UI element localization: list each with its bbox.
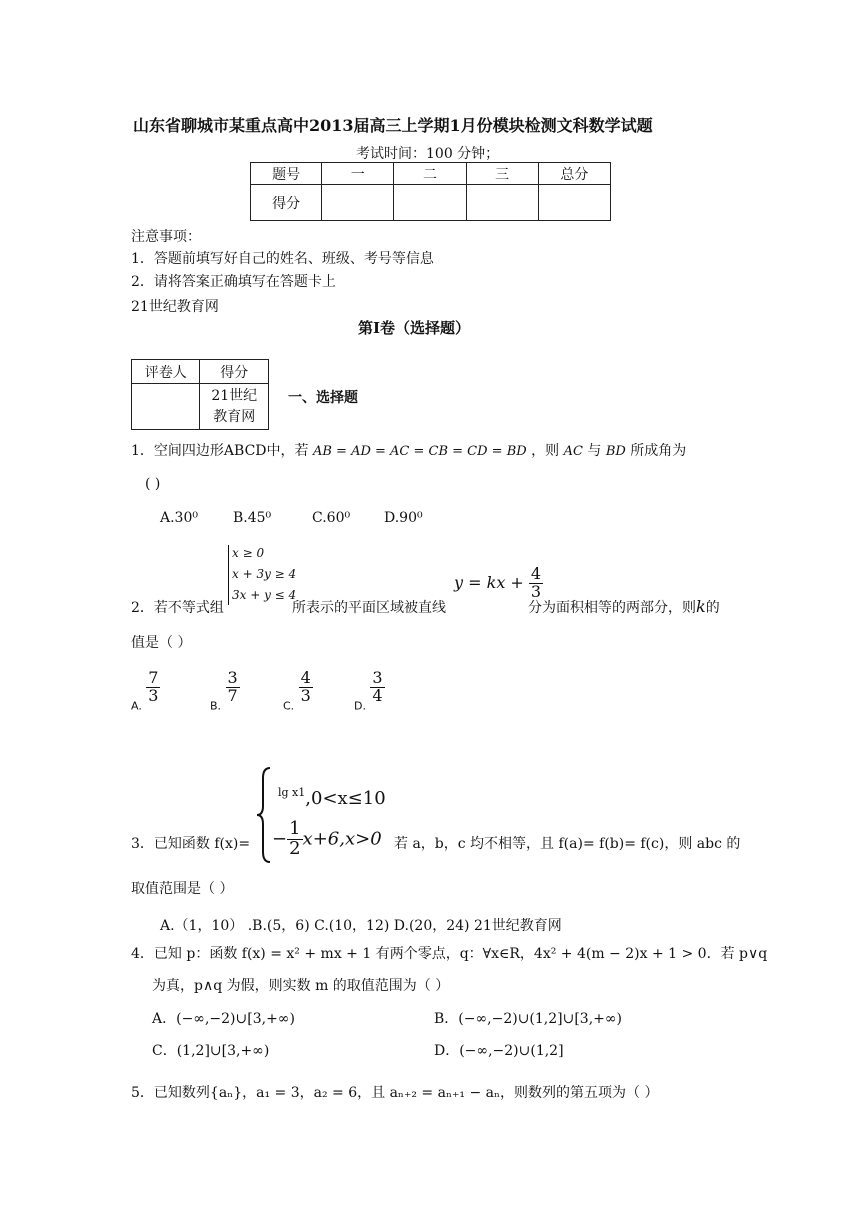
q2-option-a-frac bbox=[146, 670, 160, 705]
score-header-number: 题号 bbox=[251, 163, 322, 185]
q2-option-c-num: 4 bbox=[300, 668, 311, 687]
q1-expression: AB = AD = AC = CB = CD = BD bbox=[312, 444, 527, 459]
q2-tail-text: 分为面积相等的两部分，则 bbox=[528, 600, 696, 616]
q2-option-a bbox=[131, 670, 160, 712]
grader-cell-line2: 教育网 bbox=[213, 408, 256, 425]
q2-sys-1: x ≥ 0 bbox=[232, 546, 265, 560]
q2-option-d-den: 4 bbox=[372, 685, 383, 705]
q2-option-c-label: C. bbox=[283, 699, 295, 713]
q1-paren: ( ) bbox=[145, 476, 161, 492]
q2-option-a-num: 7 bbox=[148, 668, 159, 687]
grader-cell[interactable] bbox=[132, 384, 200, 430]
score-cell[interactable] bbox=[538, 185, 610, 221]
q3-brace bbox=[254, 766, 274, 864]
score-cell[interactable] bbox=[394, 185, 466, 221]
q2-sys-3: 3x + y ≤ 4 bbox=[232, 588, 297, 602]
q2-option-b-num: 3 bbox=[227, 668, 238, 687]
q2-option-b-den: 7 bbox=[227, 685, 238, 705]
q1-line1 bbox=[131, 440, 686, 460]
q2-line-frac bbox=[529, 566, 543, 601]
q2-option-a-den: 3 bbox=[148, 685, 159, 705]
q1-mid2: 与 bbox=[587, 443, 602, 459]
notes-item-1: 1．答题前填写好自己的姓名、班级、考号等信息 bbox=[131, 251, 434, 267]
q2-line-lhs: y = kx + bbox=[454, 572, 524, 592]
q3-piece2-den: 2 bbox=[289, 837, 301, 859]
q2-option-b-label: B. bbox=[210, 699, 222, 713]
q2-tail2: 的 bbox=[705, 600, 720, 616]
q3-piece2-frac bbox=[287, 820, 302, 859]
q3-piece1 bbox=[278, 786, 386, 809]
q3-options: A.（1，10） .B.(5，6) C.(10，12) D.(20，24) 21世纪教育网 bbox=[160, 918, 562, 934]
q4-option-d: D．(−∞,−2)∪(1,2] bbox=[434, 1043, 564, 1059]
q3-tail: 若 a，b，c 均不相等，且 f(a)= f(b)= f(c)，则 abc 的 bbox=[394, 836, 741, 852]
q2-mid: 所表示的平面区域被直线 bbox=[292, 600, 446, 616]
q1-tail: 所成角为 bbox=[630, 443, 687, 459]
q2-line-num: 4 bbox=[530, 564, 542, 583]
score-row-label: 得分 bbox=[251, 185, 322, 221]
q3-prefix: 3．已知函数 f(x)= bbox=[131, 836, 251, 852]
q1-option-b: B.45⁰ bbox=[233, 510, 272, 526]
q2-option-d-frac bbox=[370, 670, 384, 705]
q3-piece2-tail: x+6,x>0 bbox=[302, 828, 382, 850]
score-header-total: 总分 bbox=[538, 163, 610, 185]
score-table bbox=[250, 162, 611, 221]
part-title: 第Ⅰ卷（选择题） bbox=[358, 319, 471, 337]
score-header-2: 二 bbox=[394, 163, 466, 185]
document-title: 山东省聊城市某重点高中2013届高三上学期1月份模块检测文科数学试题 bbox=[133, 116, 653, 135]
q2-option-d-label: D. bbox=[354, 699, 366, 713]
q4-option-b: B．(−∞,−2)∪(1,2]∪[3,+∞) bbox=[434, 1011, 623, 1027]
section-title: 一、选择题 bbox=[288, 390, 358, 406]
q2-option-a-label: A. bbox=[131, 699, 142, 713]
q2-k: k bbox=[696, 597, 706, 616]
q2-option-b bbox=[210, 670, 240, 712]
q2-option-b-frac bbox=[226, 670, 240, 705]
q2-line-den: 3 bbox=[530, 581, 542, 601]
q1-option-c: C.60⁰ bbox=[312, 510, 351, 526]
q4-line2: 为真，p∧q 为假，则实数 m 的取值范围为（ ） bbox=[152, 978, 450, 994]
score-cell[interactable] bbox=[322, 185, 394, 221]
q2-brace bbox=[228, 545, 229, 605]
q1-ac: AC bbox=[563, 444, 583, 459]
q2-line-eq bbox=[454, 566, 543, 601]
q3-line2: 取值范围是（ ） bbox=[131, 881, 234, 897]
q2-option-c bbox=[283, 670, 313, 712]
q1-bd: BD bbox=[605, 444, 626, 459]
grader-table bbox=[131, 359, 269, 430]
q3-piece2 bbox=[272, 820, 382, 859]
q2-prefix: 2．若不等式组 bbox=[131, 600, 224, 616]
grader-label: 评卷人 bbox=[132, 360, 200, 384]
q3-piece2-num: 1 bbox=[289, 818, 301, 839]
score-header-1: 一 bbox=[322, 163, 394, 185]
score-header-3: 三 bbox=[466, 163, 538, 185]
notes-heading: 注意事项： bbox=[131, 229, 201, 245]
q4-option-c: C．(1,2]∪[3,+∞) bbox=[152, 1043, 270, 1059]
grader-cell-line1: 21世纪 bbox=[211, 387, 258, 404]
q3-piece1-fn: lg x1 bbox=[278, 786, 306, 799]
q1-option-d: D.90⁰ bbox=[384, 510, 423, 526]
q4-option-a: A．(−∞,−2)∪[3,+∞) bbox=[152, 1011, 295, 1027]
q5-text: 5．已知数列{aₙ}，a₁ = 3，a₂ = 6，且 aₙ₊₂ = aₙ₊₁ − aₙ，则数列的第五项为（ ） bbox=[131, 1085, 659, 1101]
exam-time: 考试时间：100 分钟； bbox=[356, 146, 500, 162]
q3-piece2-minus: − bbox=[272, 828, 288, 850]
q4-line1: 4．已知 p：函数 f(x) = x² + mx + 1 有两个零点，q：∀x∈R，4x² + 4(m − 2)x + 1 > 0．若 p∨q bbox=[131, 946, 768, 962]
q3-piece1-cond: ,0<x≤10 bbox=[305, 788, 386, 809]
notes-item-2: 2．请将答案正确填写在答题卡上 bbox=[131, 274, 336, 290]
grader-score-label: 得分 bbox=[200, 360, 269, 384]
watermark-text: 21世纪教育网 bbox=[131, 299, 219, 315]
q2-option-c-frac bbox=[299, 670, 313, 705]
q2-option-d-num: 3 bbox=[372, 668, 383, 687]
q2-sys-2: x + 3y ≥ 4 bbox=[232, 567, 297, 581]
q2-option-d bbox=[354, 670, 385, 712]
q1-option-a: A.30⁰ bbox=[160, 510, 198, 526]
q2-tail bbox=[528, 597, 720, 617]
q2-option-c-den: 3 bbox=[300, 685, 311, 705]
q1-prefix: 1．空间四边形ABCD中，若 bbox=[131, 443, 309, 459]
q1-mid1: ，则 bbox=[531, 443, 560, 459]
grader-score-cell bbox=[200, 384, 269, 430]
q2-line2: 值是（ ） bbox=[131, 635, 192, 651]
score-cell[interactable] bbox=[466, 185, 538, 221]
